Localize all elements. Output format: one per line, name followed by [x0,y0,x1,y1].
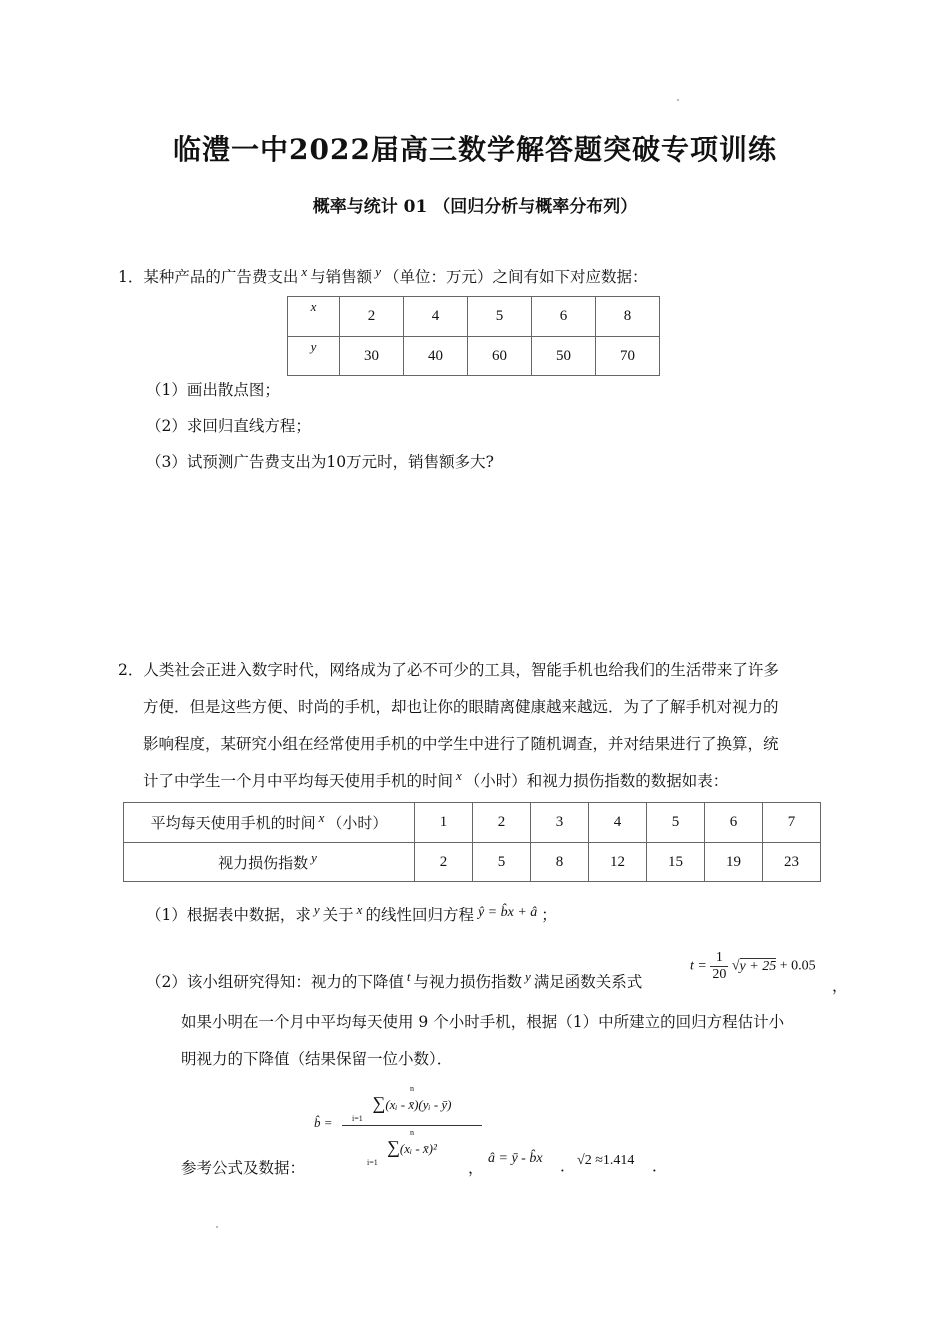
table-cell: 30 [340,337,404,376]
q2-part-2-line-3: 明视力的下降值（结果保留一位小数）． [181,1050,453,1068]
q2-number: 2． [118,661,144,679]
q2-line-4: 计了中学生一个月中平均每天使用手机的时间 $^x$ （小时）和视力损伤指数的数据如表： [143,768,729,790]
table-cell: 15 [647,843,705,882]
table-cell: 2 [415,843,473,882]
table-cell: 6 [705,803,763,843]
table-row [124,803,821,843]
sqrt2-value: √2 ≈1.414 [577,1153,635,1168]
q2-part-1: （1）根据表中数据，求 $^y$ 关于 $^x$ 的线性回归方程 ŷ = b̂x + â ； [146,902,557,924]
q1-number: 1． [118,268,144,286]
page-subtitle: 概率与统计 01 （回归分析与概率分布列） [312,197,638,217]
regression-formula: ŷ = b̂x + â [477,905,538,920]
var-x: x [301,264,308,279]
period: ． [560,1157,576,1175]
q2-part-2: （2）该小组研究得知：视力的下降值 $^t$ 与视力损伤指数 $^y$ 满足函数关系式 [146,969,643,991]
speck-mark [677,99,679,101]
q2-data-table [123,802,821,882]
q2-part-2-line-2: 如果小明在一个月中平均每天使用 9 个小时手机，根据（1）中所建立的回归方程估计小 [181,1013,785,1031]
separator: ， [468,1159,484,1177]
var-x: x [456,768,462,783]
table-header-cell: y [288,337,340,376]
table-cell: 5 [647,803,705,843]
var-y: y [375,264,381,279]
table-header-cell: 平均每天使用手机的时间 x （小时） [124,803,415,843]
q1-part-3: （3）试预测广告费支出为10万元时，销售额多大? [146,453,494,471]
table-cell: 8 [596,297,660,337]
q1-part-1: （1）画出散点图； [146,381,280,399]
q2-line-1: 2．人类社会正进入数字时代，网络成为了必不可少的工具，智能手机也给我们的生活带来了许多 [118,661,779,679]
function-formula: t = $\frac{1}{20}$ √y + 25 + 0.05 [690,950,816,982]
table-cell: 40 [404,337,468,376]
table-row [288,297,660,337]
q2-line-2: 方便．但是这些方便、时尚的手机，却也让你的眼睛离健康越来越远．为了了解手机对视力的 [143,698,779,716]
table-cell: 2 [340,297,404,337]
table-cell: 23 [763,843,821,882]
comma: ， [832,977,848,995]
table-cell: 8 [531,843,589,882]
table-cell: 2 [473,803,531,843]
table-header-cell: 视力损伤指数 y [124,843,415,882]
table-cell: 1 [415,803,473,843]
table-cell: 12 [589,843,647,882]
table-row [124,843,821,882]
reference-label: 参考公式及数据： [181,1159,306,1177]
table-cell: 4 [589,803,647,843]
table-row [288,337,660,376]
speck-mark [216,1226,218,1228]
q1-data-table [287,296,660,376]
table-cell: 7 [763,803,821,843]
table-cell: 3 [531,803,589,843]
table-cell: 19 [705,843,763,882]
table-cell: 50 [532,337,596,376]
table-cell: 70 [596,337,660,376]
table-cell: 4 [404,297,468,337]
q1-stem: 1．某种产品的广告费支出 $^x$ 与销售额 $^y$ （单位：万元）之间有如下对应数据： [118,264,648,286]
table-cell: 60 [468,337,532,376]
a-hat-formula: â = ȳ - b̂x [488,1151,543,1166]
q1-part-2: （2）求回归直线方程； [146,417,311,435]
page-title: 临澧一中2022届高三数学解答题突破专项训练 [173,133,777,166]
q2-line-3: 影响程度，某研究小组在经常使用手机的中学生中进行了随机调查，并对结果进行了换算，统 [143,735,779,753]
table-cell: 6 [532,297,596,337]
table-cell: 5 [468,297,532,337]
table-cell: 5 [473,843,531,882]
period: ． [652,1157,668,1175]
table-header-cell: x [288,297,340,337]
